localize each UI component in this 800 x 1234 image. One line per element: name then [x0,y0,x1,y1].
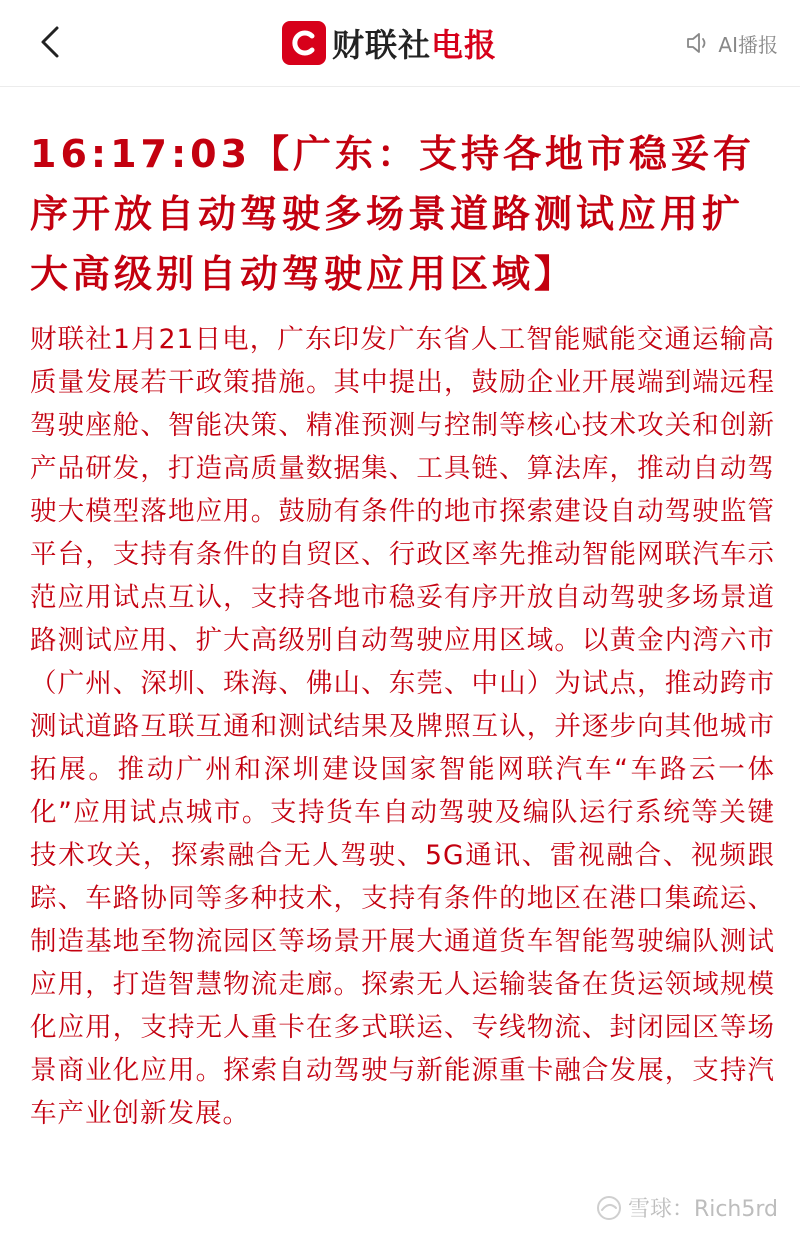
back-button[interactable] [30,22,70,62]
ai-broadcast-label: AI播报 [718,32,778,57]
brand-c-icon [282,21,326,65]
article-title: 【广东：支持各地市稳妥有序开放自动驾驶多场景道路测试应用扩大高级别自动驾驶应用区域】 [30,132,756,296]
chevron-left-icon [39,25,61,59]
brand-logo [282,20,497,66]
ai-broadcast-button[interactable] [686,28,778,58]
watermark [596,1192,778,1223]
brand-name [332,20,497,66]
brand-prefix: 财联社 [332,26,432,64]
article-body: 财联社1月21日电，广东印发广东省人工智能赋能交通运输高质量发展若干政策措施。其中提出，鼓励企业开展端到端远程驾驶座舱、智能决策、精准预测与控制等核心技术攻关和创新产品研发，打造高质量数据集、工具链、算法库，推动自动驾驶大模型落地应用。鼓励有条件的地市探索建设自动驾驶监管平台，支持有条件的自贸区、行政区率先推动智能网联汽车示范应用试点互认，支持各地市稳妥有序开放自动驾驶多场景道路测试应用、扩大高级别自动驾驶应用区域。以黄金内湾六市（广州、深圳、珠海、佛山、东莞、中山）为试点，推动跨市测试道路互联互通和测试结果及牌照互认，并逐步向其他城市拓展。推动广州和深圳建设国家智能网联汽车“车路云一体化”应用试点城市。支持货车自动驾驶及编队运行系统等关键技术攻关，探索融合无人驾驶、5G通讯、雷视融合、视频跟踪、车路协同等多种技术，支持有条件的地区在港口集疏运、制造基地至物流园区等场景开展大通道货车智能驾驶编队测试应用，打造智慧物流走廊。探索无人运输装备在货运领域规模化应用，支持无人重卡在多式联运、专线物流、封闭园区等场景商业化应用。探索自动驾驶与新能源重卡融合发展，支持汽车产业创新发展。 [30,324,775,1129]
watermark-text: 雪球：Rich5rd [627,1197,778,1222]
article-headline [30,124,775,304]
brand-suffix: 电报 [431,26,498,64]
snowball-logo-icon [596,1195,622,1221]
speaker-icon [686,32,712,54]
article-time: 16:17:03 [30,132,252,176]
top-navigation-bar [0,0,800,87]
